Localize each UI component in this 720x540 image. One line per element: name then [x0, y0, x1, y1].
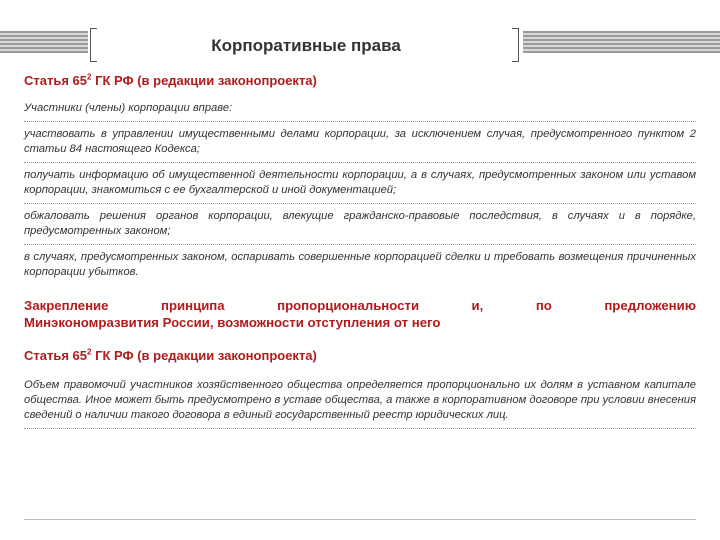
principle-statement	[24, 297, 696, 331]
rights-list	[24, 127, 696, 285]
section1-heading	[24, 72, 696, 89]
section2-heading	[24, 347, 696, 364]
slide-content	[24, 72, 696, 429]
rights-list-item: в случаях, предусмотренных законом, оспаривать совершенные корпорацией сделки и требовать возмещения причиненных корпорации убытков.	[24, 251, 696, 278]
rights-list-item: обжаловать решения органов корпорации, влекущие гражданско-правовые последствия, в случаях и в порядке, предусмотренных законом;	[24, 209, 696, 245]
section2-heading-prefix: Статья 65	[24, 348, 88, 363]
slide-title: Корпоративные права	[211, 36, 401, 55]
section2-heading-sup: 2	[87, 347, 92, 357]
header-stripes-left	[0, 31, 88, 53]
section1-heading-suffix: ГК РФ (в редакции законопроекта)	[91, 73, 317, 88]
section1-heading-sup: 2	[87, 72, 92, 82]
section1-heading-prefix: Статья 65	[24, 73, 88, 88]
principle-line-2: Минэкономразвития России, возможности отступления от него	[24, 315, 441, 330]
principle-line-1: Закрепление принципа пропорциональности и, по предложению	[24, 298, 696, 313]
footer-divider	[24, 519, 696, 520]
header-stripes-right	[523, 31, 720, 53]
section2-heading-suffix: ГК РФ (в редакции законопроекта)	[91, 348, 317, 363]
rights-list-item: получать информацию об имущественной деятельности корпорации, а в случаях, предусмотренных законом или уставом корпорации, знакомиться с ее бухгалтерской и иной документацией;	[24, 168, 696, 204]
section2-text: Объем правомочий участников хозяйственного общества определяется пропорционально их долям в уставном капитале общества. Иное может быть предусмотрено в уставе общества, а также в корпоративном договоре при условии внесения сведений о наличии такого договора в единый государственный реестр юридических лиц.	[24, 378, 696, 429]
rights-list-item: участвовать в управлении имущественными делами корпорации, за исключением случая, предусмотренного пунктом 2 статьи 84 настоящего Кодекса;	[24, 127, 696, 163]
section1-intro: Участники (члены) корпорации вправе:	[24, 101, 696, 122]
